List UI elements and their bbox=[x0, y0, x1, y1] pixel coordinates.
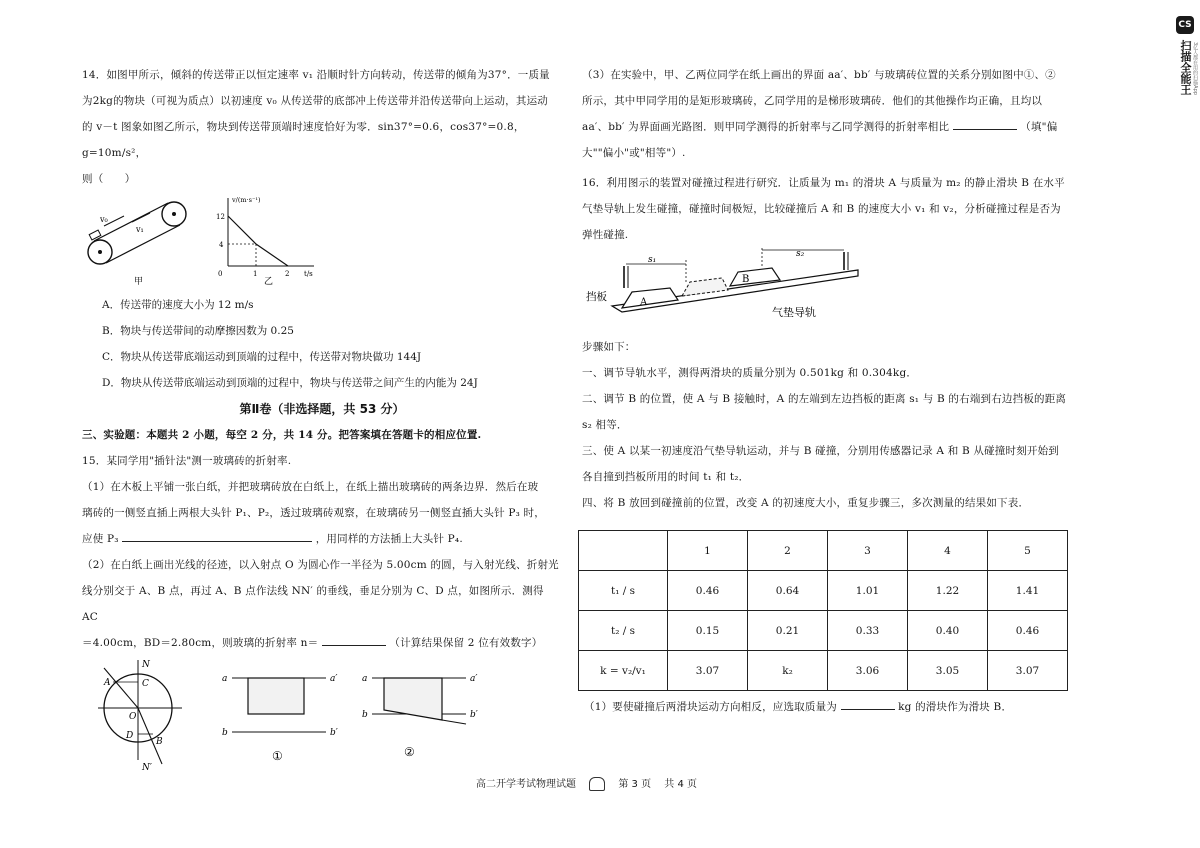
table-header-cell: 5 bbox=[988, 531, 1068, 571]
table-cell: 0.21 bbox=[748, 611, 828, 651]
q16-step3-line1: 三、使 A 以某一初速度沿气垫导轨运动，并与 B 碰撞，分别用传感器记录 A 和 B 从碰撞时刻开始到 bbox=[582, 445, 1059, 457]
graph-xtick-2: 2 bbox=[285, 270, 290, 278]
table-cell: 1.22 bbox=[908, 571, 988, 611]
table-cell: 3.06 bbox=[828, 651, 908, 691]
answer-blank-p3 bbox=[122, 530, 312, 542]
label-s2: s₂ bbox=[796, 249, 805, 259]
table-cell: 0.33 bbox=[828, 611, 908, 651]
q15-p1-line3a: 应使 P₃ bbox=[82, 533, 119, 545]
table-cell: 3.07 bbox=[988, 651, 1068, 691]
label-circle-2: ② bbox=[404, 745, 415, 759]
graph-xlabel: t/s bbox=[304, 270, 313, 278]
conveyor-figure bbox=[88, 202, 186, 287]
table-cell: 0.46 bbox=[668, 571, 748, 611]
table-cell: 0.15 bbox=[668, 611, 748, 651]
table-cell: k = v₂/v₁ bbox=[579, 651, 668, 691]
q15-p2-line2: 线分别交于 A、B 点，再过 A、B 点作法线 NN′ 的垂线，垂足分别为 C、D 点，如图所示．测得 AC bbox=[82, 585, 544, 623]
q16-line2: 气垫导轨上发生碰撞，碰撞时间极短，比较碰撞后 A 和 B 的速度大小 v₁ 和 v₂，分析碰撞过程是否为 bbox=[582, 203, 1061, 215]
graph-ylabel: v/(m·s⁻¹) bbox=[232, 196, 261, 204]
collision-data-table bbox=[578, 530, 1068, 691]
watermark-sub: 3亿人都在用的扫描App bbox=[1192, 42, 1198, 95]
answer-blank-mass bbox=[841, 698, 895, 710]
table-cell: 3.05 bbox=[908, 651, 988, 691]
q16-step2-line1: 二、调节 B 的位置，使 A 与 B 接触时，A 的左端到左边挡板的距离 s₁ 与 B 的右端到右边挡板的距离 bbox=[582, 393, 1067, 405]
school-emblem-icon bbox=[589, 777, 605, 791]
table-header-cell: 2 bbox=[748, 531, 828, 571]
table-header-row bbox=[579, 531, 1068, 571]
label-b-1: b bbox=[222, 728, 228, 738]
q14-line3: 的 v－t 图象如图乙所示，物块到传送带顶端时速度恰好为零．sin37°=0.6，cos37°=0.8，g=10m/s²， bbox=[82, 121, 525, 159]
label-air-track: 气垫导轨 bbox=[772, 306, 816, 319]
label-s1: s₁ bbox=[648, 255, 657, 265]
page-footer bbox=[476, 775, 707, 791]
q14-option-c: C．物块从传送带底端运动到顶端的过程中，传送带对物块做功 144J bbox=[102, 351, 422, 363]
label-O: O bbox=[129, 712, 137, 722]
q15-p3-line1: （3）在实验中，甲、乙两位同学在纸上画出的界面 aa′、bb′ 与玻璃砖位置的关系分别如图中①、② bbox=[582, 69, 1056, 81]
label-v1: v₁ bbox=[136, 225, 144, 234]
label-b-2: b bbox=[362, 710, 368, 720]
q16-step2-line2: s₂ 相等． bbox=[582, 419, 628, 431]
camscanner-logo-icon: CS bbox=[1176, 16, 1194, 34]
q14-option-a: A．传送带的速度大小为 12 m/s bbox=[102, 299, 254, 311]
table-header-cell: 4 bbox=[908, 531, 988, 571]
watermark-brand: 扫描全能王 bbox=[1179, 40, 1192, 95]
q15-intro: 15．某同学用"插针法"测一玻璃砖的折射率. bbox=[82, 455, 292, 467]
label-circle-1: ① bbox=[272, 749, 283, 763]
q15-p3-line2: 所示，其中甲同学用的是矩形玻璃砖，乙同学用的是梯形玻璃砖．他们的其他操作均正确，且均以 bbox=[582, 95, 1043, 107]
label-slider-b: B bbox=[742, 274, 750, 285]
glass-figure-2 bbox=[362, 674, 478, 759]
label-b-prime-2: b′ bbox=[470, 710, 478, 720]
vt-graph bbox=[216, 196, 314, 287]
refraction-circle-figure bbox=[98, 660, 182, 773]
q15-p1-line3 bbox=[82, 526, 562, 552]
q15-p3-line3a: aa′、bb′ 为界面画光路图．则甲同学测得的折射率与乙同学测得的折射率相比 bbox=[582, 121, 950, 133]
label-a-prime-2: a′ bbox=[470, 674, 478, 684]
label-D: D bbox=[126, 731, 134, 741]
table-cell: k₂ bbox=[748, 651, 828, 691]
graph-xtick-1: 1 bbox=[253, 270, 258, 278]
q15-p2-line3 bbox=[82, 630, 562, 656]
answer-blank-compare bbox=[953, 118, 1017, 130]
q15-p1-line1: （1）在木板上平铺一张白纸，并把玻璃砖放在白纸上，在纸上描出玻璃砖的两条边界．然后在玻 bbox=[82, 481, 539, 493]
q16-step4: 四、将 B 放回到碰撞前的位置，改变 A 的初速度大小，重复步骤三，多次测量的结果如下表． bbox=[582, 497, 1030, 509]
label-baffle: 挡板 bbox=[586, 291, 607, 303]
q15-p3-line3 bbox=[582, 114, 1072, 140]
label-slider-a: A bbox=[640, 297, 648, 308]
graph-xtick-0: 0 bbox=[218, 270, 223, 278]
q15-figures bbox=[82, 656, 562, 776]
label-v0: v₀ bbox=[100, 215, 108, 224]
table-row bbox=[579, 651, 1068, 691]
q16-line3: 弹性碰撞. bbox=[582, 229, 629, 241]
q16-sub1a: （1）要使碰撞后两滑块运动方向相反，应选取质量为 bbox=[584, 701, 837, 713]
table-cell: 3.07 bbox=[668, 651, 748, 691]
q15-p1-line3b: ，用同样的方法插上大头针 P₄. bbox=[315, 533, 463, 545]
q15-p2-line3a: ＝4.00cm，BD＝2.80cm，则玻璃的折射率 n＝ bbox=[82, 637, 319, 649]
q15-p2-line3b: （计算结果保留 2 位有效数字） bbox=[389, 637, 543, 649]
glass-figure-1 bbox=[222, 674, 338, 763]
table-cell: 0.46 bbox=[988, 611, 1068, 651]
footer-title: 高二开学考试物理试题 bbox=[476, 779, 576, 790]
label-a-prime-1: a′ bbox=[330, 674, 338, 684]
table-cell: 1.41 bbox=[988, 571, 1068, 611]
label-jia: 甲 bbox=[134, 277, 144, 287]
right-column bbox=[582, 62, 1072, 516]
table-row bbox=[579, 571, 1068, 611]
table-cell: t₁ / s bbox=[579, 571, 668, 611]
q14-option-d: D．物块从传送带底端运动到顶端的过程中，物块与传送带之间产生的内能为 24J bbox=[102, 377, 478, 389]
label-yi: 乙 bbox=[264, 277, 274, 287]
label-B: B bbox=[156, 737, 163, 747]
label-a-2: a bbox=[362, 674, 368, 684]
q15-p3-line4: 大""偏小"或"相等"）. bbox=[582, 147, 686, 159]
scanner-watermark bbox=[1168, 8, 1200, 128]
q16-step3-line2: 各自撞到挡板所用的时间 t₁ 和 t₂． bbox=[582, 471, 750, 483]
q14-line1: 14．如图甲所示，倾斜的传送带正以恒定速率 v₁ 沿顺时针方向转动，传送带的倾角为37°．一质量 bbox=[82, 69, 550, 81]
label-b-prime-1: b′ bbox=[330, 728, 338, 738]
graph-ytick-4: 4 bbox=[219, 241, 224, 249]
q16-steps-title: 步骤如下： bbox=[582, 341, 636, 353]
q14-option-b: B．物块与传送带间的动摩擦因数为 0.25 bbox=[102, 325, 294, 337]
label-A: A bbox=[104, 678, 111, 688]
left-column bbox=[82, 62, 562, 780]
graph-ytick-12: 12 bbox=[216, 213, 225, 221]
lab-header: 三、实验题：本题共 2 小题，每空 2 分，共 14 分。把答案填在答题卡的相应位置. bbox=[82, 429, 482, 441]
q15-p3-line3b: （填"偏 bbox=[1020, 121, 1058, 133]
label-a-1: a bbox=[222, 674, 228, 684]
q16-step1: 一、调节导轨水平，测得两滑块的质量分别为 0.501kg 和 0.304kg． bbox=[582, 367, 918, 379]
q15-p2-line1: （2）在白纸上画出光线的径迹，以入射点 O 为圆心作一半径为 5.00cm 的圆，与入射光线、折射光 bbox=[82, 559, 559, 571]
table-header-cell bbox=[579, 531, 668, 571]
section2-title: 第Ⅱ卷（非选择题，共 53 分） bbox=[239, 402, 405, 416]
q14-line4: 则（ ） bbox=[82, 173, 136, 185]
q15-p1-line2: 璃砖的一侧竖直插上两根大头针 P₁、P₂，透过玻璃砖观察，在玻璃砖另一侧竖直插大头针 P₃ 时， bbox=[82, 507, 545, 519]
air-track-figure bbox=[582, 248, 1072, 330]
table-cell: 0.64 bbox=[748, 571, 828, 611]
table-cell: 0.40 bbox=[908, 611, 988, 651]
q16-sub1 bbox=[584, 694, 1012, 720]
table-header-cell: 3 bbox=[828, 531, 908, 571]
table-cell: 1.01 bbox=[828, 571, 908, 611]
q14-figures bbox=[82, 192, 562, 288]
label-N: N bbox=[142, 660, 150, 670]
table-row bbox=[579, 611, 1068, 651]
q16-line1: 16．利用图示的装置对碰撞过程进行研究．让质量为 m₁ 的滑块 A 与质量为 m₂ 的静止滑块 B 在水平 bbox=[582, 177, 1065, 189]
table-header-cell: 1 bbox=[668, 531, 748, 571]
footer-total: 共 4 页 bbox=[664, 779, 698, 790]
answer-blank-n bbox=[322, 634, 386, 646]
label-C: C bbox=[142, 679, 149, 689]
q14-line2: 为2kg的物块（可视为质点）以初速度 v₀ 从传送带的底部冲上传送带并沿传送带向上运动，其运动 bbox=[82, 95, 548, 107]
table-cell: t₂ / s bbox=[579, 611, 668, 651]
q16-sub1b: kg 的滑块作为滑块 B． bbox=[898, 701, 1013, 713]
footer-page: 第 3 页 bbox=[618, 779, 652, 790]
label-N-prime: N′ bbox=[142, 763, 152, 773]
